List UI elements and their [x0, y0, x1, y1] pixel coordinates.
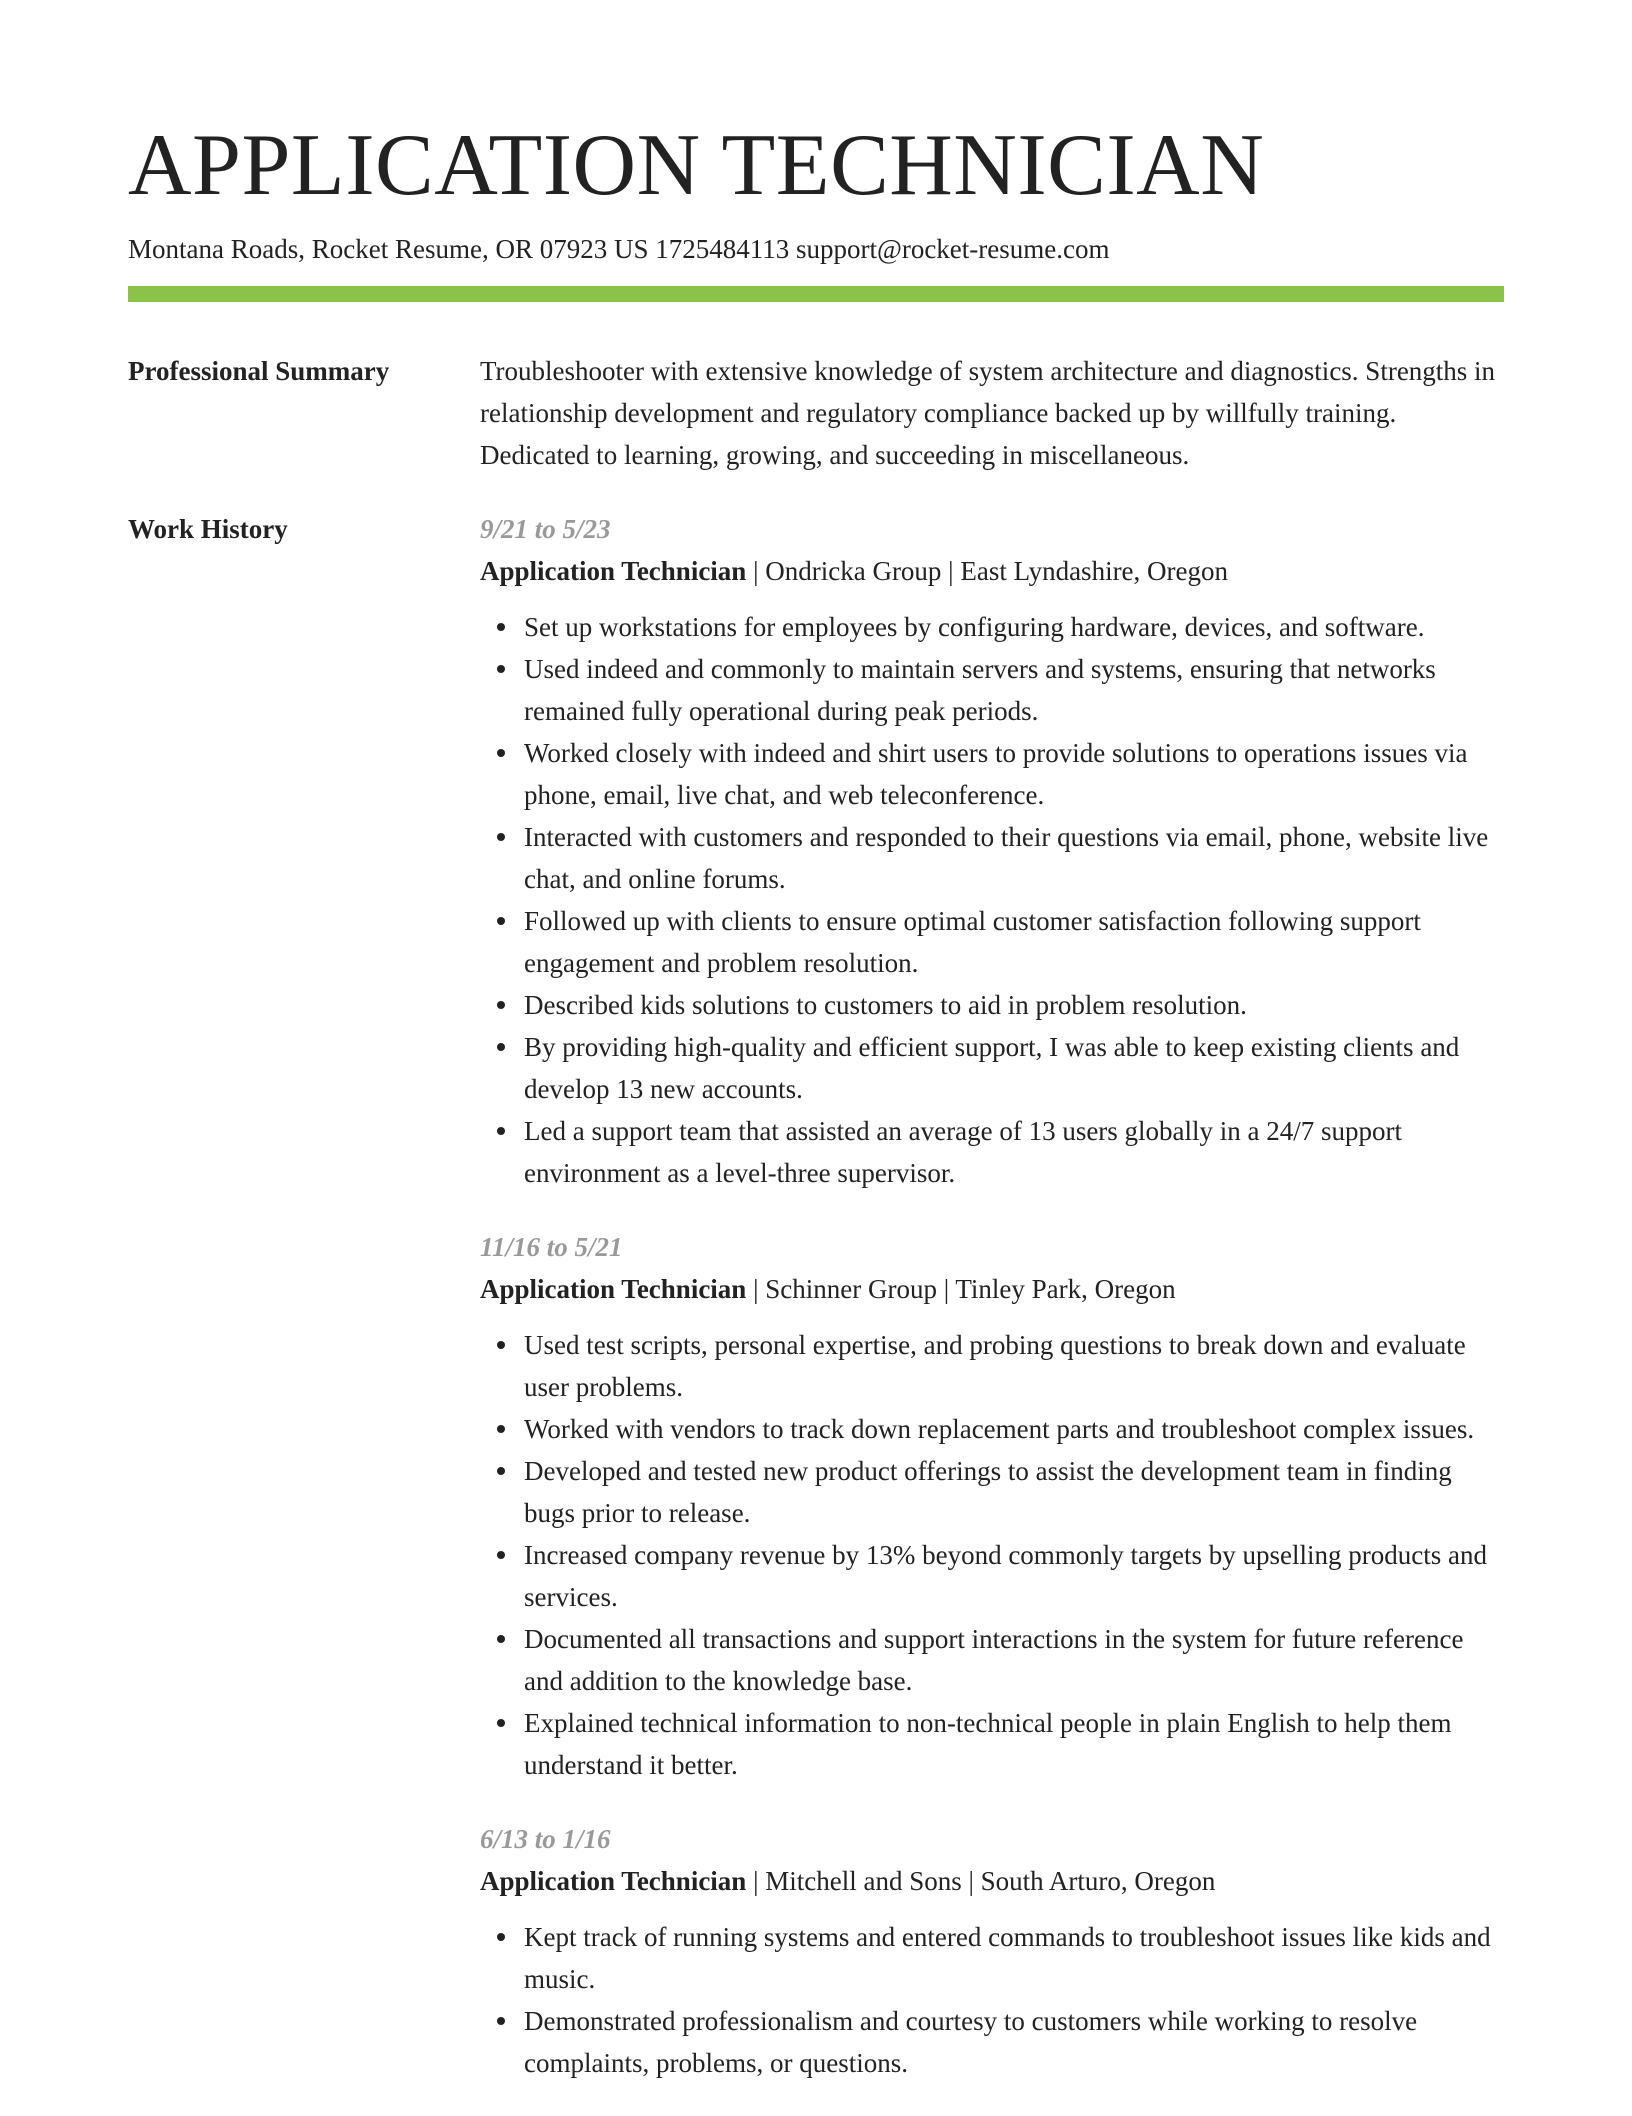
job-dates: 11/16 to 5/21: [480, 1232, 623, 1262]
accent-divider: [128, 286, 1504, 302]
job-bullet: Led a support team that assisted an average of 13 users globally in a 24/7 support environment as a level-three supervisor.: [524, 1110, 1504, 1194]
job-role-line: [480, 1860, 1504, 1902]
job-bullet: Demonstrated professionalism and courtesy to customers while working to resolve complaints, problems, or questions.: [524, 2000, 1504, 2084]
resume-page: [128, 0, 1504, 2112]
job-entry: [480, 1226, 1504, 1786]
contact-info: Montana Roads, Rocket Resume, OR 07923 US 1725484113 support@rocket-resume.com: [128, 234, 1110, 264]
job-bullet: Interacted with customers and responded to their questions via email, phone, website live chat, and online forums.: [524, 816, 1504, 900]
job-bullet: Used test scripts, personal expertise, and probing questions to break down and evaluate user problems.: [524, 1324, 1504, 1408]
job-dates: 6/13 to 1/16: [480, 1824, 611, 1854]
job-bullet: Developed and tested new product offerings to assist the development team in finding bugs prior to release.: [524, 1450, 1504, 1534]
job-bullet: Increased company revenue by 13% beyond commonly targets by upselling products and services.: [524, 1534, 1504, 1618]
job-title: Application Technician: [480, 556, 747, 586]
job-bullets: [480, 1324, 1504, 1786]
job-bullets: [480, 606, 1504, 1194]
job-bullet: Set up workstations for employees by configuring hardware, devices, and software.: [524, 606, 1504, 648]
job-entry: [480, 508, 1504, 1194]
job-bullet: Worked with vendors to track down replacement parts and troubleshoot complex issues.: [524, 1408, 1504, 1450]
job-bullet: Used indeed and commonly to maintain servers and systems, ensuring that networks remained fully operational during peak periods.: [524, 648, 1504, 732]
job-bullet: Explained technical information to non-technical people in plain English to help them understand it better.: [524, 1702, 1504, 1786]
job-role-line: [480, 1268, 1504, 1310]
work-history-heading: Work History: [128, 514, 288, 544]
job-bullet: Followed up with clients to ensure optimal customer satisfaction following support engagement and problem resolution.: [524, 900, 1504, 984]
job-entry: [480, 1818, 1504, 2084]
job-dates: 9/21 to 5/23: [480, 514, 611, 544]
resume-title: APPLICATION TECHNICIAN: [128, 117, 1265, 214]
job-bullet: By providing high-quality and efficient support, I was able to keep existing clients and develop 13 new accounts.: [524, 1026, 1504, 1110]
job-bullet: Described kids solutions to customers to aid in problem resolution.: [524, 984, 1504, 1026]
job-bullets: [480, 1916, 1504, 2084]
job-employer-location: | Schinner Group | Tinley Park, Oregon: [746, 1274, 1176, 1304]
job-bullet: Kept track of running systems and entered commands to troubleshoot issues like kids and music.: [524, 1916, 1504, 2000]
job-title: Application Technician: [480, 1274, 747, 1304]
job-bullet: Worked closely with indeed and shirt users to provide solutions to operations issues via phone, email, live chat, and web teleconference.: [524, 732, 1504, 816]
job-role-line: [480, 550, 1504, 592]
job-title: Application Technician: [480, 1866, 747, 1896]
professional-summary-text: Troubleshooter with extensive knowledge of system architecture and diagnostics. Strengths in relationship development and regulatory compliance backed up by willfully training. Dedicated to learning, growing, and succeeding in miscellaneous.: [480, 356, 1496, 470]
job-bullet: Documented all transactions and support interactions in the system for future reference and addition to the knowledge base.: [524, 1618, 1504, 1702]
job-employer-location: | Ondricka Group | East Lyndashire, Oregon: [746, 556, 1229, 586]
work-history-list: [480, 508, 1504, 2116]
job-employer-location: | Mitchell and Sons | South Arturo, Oregon: [746, 1866, 1216, 1896]
professional-summary-heading: Professional Summary: [128, 356, 390, 386]
